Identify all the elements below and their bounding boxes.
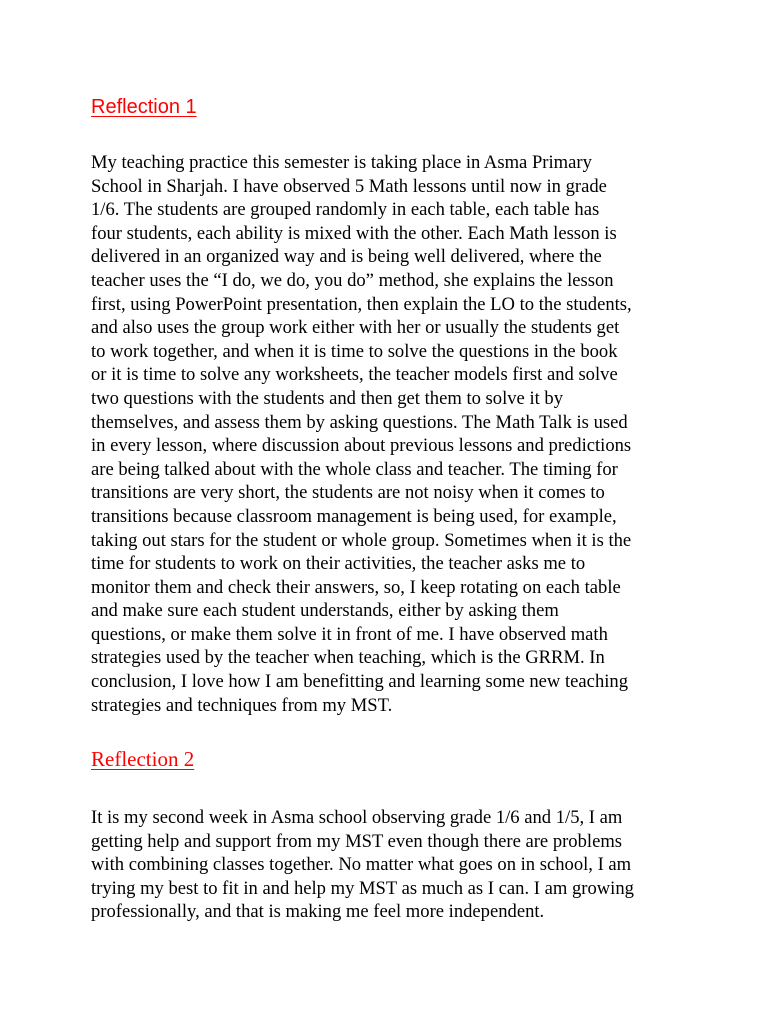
reflection-2-paragraph — [91, 806, 691, 924]
reflection-1-paragraph — [91, 151, 691, 717]
text-line: teacher uses the “I do, we do, you do” method, she explains the lesson — [91, 269, 614, 291]
text-line: transitions are very short, the students are not noisy when it comes to — [91, 482, 605, 504]
text-line: transitions because classroom management is being used, for example, — [91, 505, 617, 527]
text-line: and make sure each student understands, either by asking them — [91, 600, 559, 622]
text-line: time for students to work on their activities, the teacher asks me to — [91, 553, 586, 575]
text-line: School in Sharjah. I have observed 5 Math lessons until now in grade — [91, 175, 607, 197]
text-line: My teaching practice this semester is taking place in Asma Primary — [91, 152, 592, 173]
text-line: to work together, and when it is time to solve the questions in the book — [91, 340, 618, 362]
text-line: first, using PowerPoint presentation, then explain the LO to the students, — [91, 293, 632, 315]
text-line: and also uses the group work either with her or usually the students get — [91, 317, 620, 339]
text-line: are being talked about with the whole class and teacher. The timing for — [91, 458, 618, 480]
text-line: strategies and techniques from my MST. — [91, 694, 393, 716]
text-line: in every lesson, where discussion about previous lessons and predictions — [91, 435, 632, 457]
text-line: delivered in an organized way and is being well delivered, where the — [91, 246, 602, 268]
text-line: or it is time to solve any worksheets, the teacher models first and solve — [91, 364, 618, 386]
text-line: conclusion, I love how I am benefitting and learning some new teaching — [91, 671, 628, 693]
text-line: 1/6. The students are grouped randomly in each table, each table has — [91, 199, 600, 221]
text-line: two questions with the students and then get them to solve it by — [91, 387, 564, 409]
reflection-1-heading: Reflection 1 — [91, 96, 197, 118]
text-line: questions, or make them solve it in front of me. I have observed math — [91, 623, 608, 645]
reflection-2-heading: Reflection 2 — [91, 747, 195, 771]
text-line: strategies used by the teacher when teaching, which is the GRRM. In — [91, 647, 605, 669]
text-line: professionally, and that is making me feel more independent. — [91, 901, 545, 923]
text-line: four students, each ability is mixed with the other. Each Math lesson is — [91, 222, 617, 244]
text-line: It is my second week in Asma school observing grade 1/6 and 1/5, I am — [91, 807, 623, 828]
text-line: getting help and support from my MST even though there are problems — [91, 830, 623, 852]
text-line: taking out stars for the student or whole group. Sometimes when it is the — [91, 529, 632, 551]
text-line: trying my best to fit in and help my MST as much as I can. I am growing — [91, 877, 634, 899]
text-line: with combining classes together. No matter what goes on in school, I am — [91, 854, 632, 876]
text-line: themselves, and assess them by asking questions. The Math Talk is used — [91, 411, 628, 433]
text-line: monitor them and check their answers, so, I keep rotating on each table — [91, 576, 621, 598]
